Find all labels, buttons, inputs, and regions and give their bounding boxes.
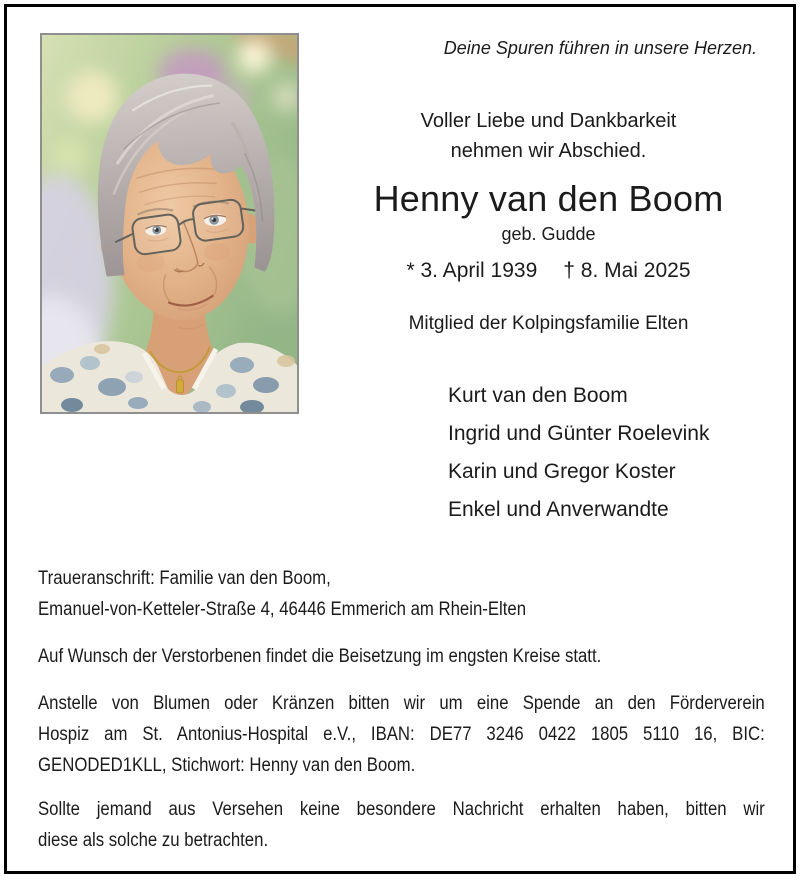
farewell-line-1: Voller Liebe und Dankbarkeit — [420, 110, 677, 132]
mourner-name: Ingrid und Günter Roelevink — [448, 422, 710, 445]
birth-name: geb. Gudde — [501, 224, 596, 244]
mourners-list — [300, 377, 796, 529]
donation-note-line-2: Hospiz am St. Antonius-Hospital e.V., IBAN: DE77 3246 0422 1805 5110 16, BIC: — [38, 724, 765, 745]
donation-note-line-1: Anstelle von Blumen oder Kränzen bitten wir um eine Spende an den Förderverein — [38, 693, 765, 714]
farewell-line-2: nehmen wir Abschied. — [450, 140, 647, 162]
obituary-notice — [4, 4, 796, 874]
mourner-name: Kurt van den Boom — [448, 384, 628, 407]
closing-note — [38, 794, 765, 856]
closing-note-line-1: Sollte jemand aus Versehen keine besondere Nachricht erhalten haben, bitten wir — [38, 799, 765, 820]
membership-note: Mitglied der Kolpingsfamilie Elten — [408, 313, 689, 334]
mourner-name: Karin und Gregor Koster — [448, 460, 676, 483]
mourning-address — [38, 563, 765, 625]
footer-text-block — [38, 563, 765, 856]
farewell-text — [300, 106, 796, 166]
mourning-address-line-2: Emanuel-von-Ketteler-Straße 4, 46446 Emmerich am Rhein-Elten — [38, 599, 527, 620]
mourner-name: Enkel und Anverwandte — [448, 498, 669, 521]
funeral-note: Auf Wunsch der Verstorbenen findet die Beisetzung im engsten Kreise statt. — [38, 646, 602, 667]
death-date: † 8. Mai 2025 — [563, 259, 691, 282]
closing-note-line-2: diese als solche zu betrachten. — [38, 830, 269, 851]
donation-note — [38, 688, 765, 781]
motto-text: Deine Spuren führen in unsere Herzen. — [443, 38, 757, 58]
deceased-name: Henny van den Boom — [373, 178, 724, 219]
donation-note-line-3: GENODED1KLL, Stichwort: Henny van den Boom. — [38, 755, 416, 776]
mourning-address-line-1: Traueranschrift: Familie van den Boom, — [38, 568, 331, 589]
birth-date: * 3. April 1939 — [406, 259, 538, 282]
notice-right-column — [300, 7, 796, 529]
life-dates — [300, 258, 796, 283]
portrait-photo-illustration — [42, 35, 297, 412]
portrait-photo — [40, 33, 299, 414]
